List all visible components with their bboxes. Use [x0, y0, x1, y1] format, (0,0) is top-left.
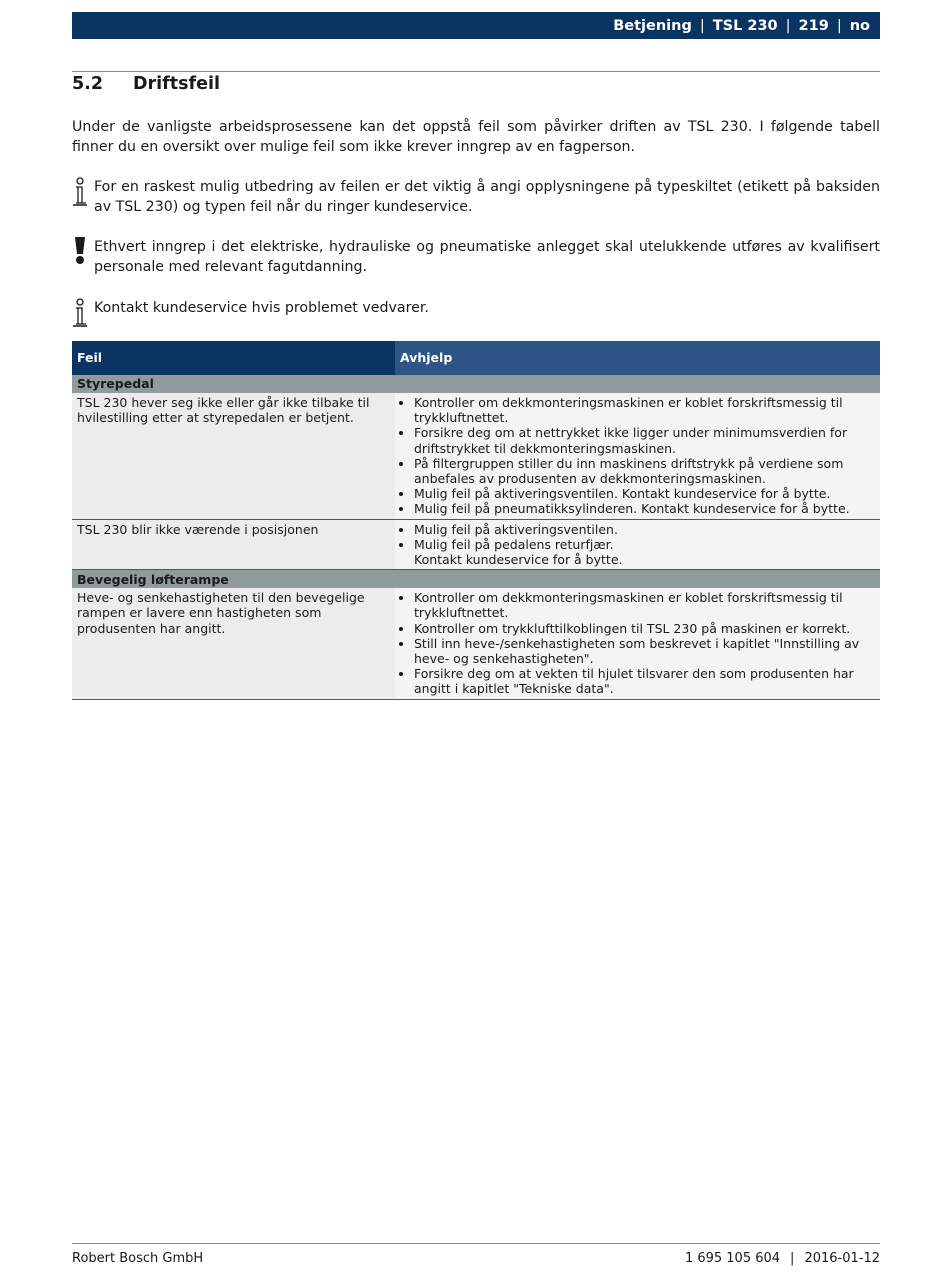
header-page-number: 219 [798, 17, 829, 34]
running-header [72, 12, 880, 39]
remedy-cell [395, 519, 880, 570]
header-separator: | [836, 17, 842, 34]
remedy-item: • Still inn heve-/senkehastigheten som beskrevet i kapitlet "Innstilling av heve- og senkehastigheten". [414, 636, 875, 666]
group-title: Bevegelig løfterampe [72, 570, 880, 589]
footer-rule [72, 1243, 880, 1244]
remedy-item: • Kontroller om dekkmonteringsmaskinen er koblet forskriftsmessig til trykkluftnettet. [414, 590, 875, 620]
group-title: Styrepedal [72, 375, 880, 393]
note-warning [72, 237, 880, 277]
warning-icon [72, 237, 90, 267]
remedy-list [400, 395, 875, 517]
remedy-item: • Forsikre deg om at vekten til hjulet tilsvarer den som produsenten har angitt i kapitlet "Tekniske data". [414, 666, 875, 696]
header-section: Betjening [613, 17, 692, 34]
remedy-item: • Forsikre deg om at nettrykket ikke ligger under minimumsverdien for driftstrykket til dekkmonteringsmaskinen. [414, 425, 875, 455]
footer-doc-number: 1 695 105 604 [684, 1251, 781, 1266]
section-heading [72, 74, 220, 94]
remedy-item: • Mulig feil på aktiveringsventilen. Kontakt kundeservice for å bytte. [414, 486, 875, 501]
header-product: TSL 230 [712, 17, 778, 34]
table-row [72, 393, 880, 519]
footer-separator: | [790, 1251, 795, 1266]
remedy-item: • Mulig feil på pedalens returfjær. [414, 537, 875, 552]
remedy-item: • Mulig feil på aktiveringsventilen. [414, 522, 875, 537]
fault-table [72, 341, 880, 700]
note-text: For en raskest mulig utbedring av feilen er det viktig å angi opplysningene på typeskiltet (etikett på baksiden av TSL 230) og typen feil når du ringer kundeservice. [94, 179, 880, 215]
section-number: 5.2 [72, 74, 104, 94]
column-header-fault: Feil [72, 341, 395, 375]
remedy-cell [395, 393, 880, 519]
remedy-cell [395, 588, 880, 699]
table-row [72, 588, 880, 699]
remedy-item: • Kontroller om dekkmonteringsmaskinen er koblet forskriftsmessig til trykkluftnettet. [414, 395, 875, 425]
footer-company: Robert Bosch GmbH [72, 1251, 204, 1266]
table-group-row [72, 570, 880, 589]
column-header-remedy: Avhjelp [395, 341, 880, 375]
remedy-item: • På filtergruppen stiller du inn maskinens driftstrykk på verdiene som anbefales av produsenten av dekkmonteringsmaskinen. [414, 456, 875, 486]
note-text: Ethvert inngrep i det elektriske, hydrauliske og pneumatiske anlegget skal utelukkende utføres av kvalifisert personale med relevant fagutdanning. [94, 239, 880, 275]
header-separator: | [785, 17, 791, 34]
intro-paragraph: Under de vanligste arbeidsprosessene kan det oppstå feil som påvirker driften av TSL 230. I følgende tabell finner du en oversikt over mulige feil som ikke krever inngrep av en fagperson. [72, 119, 880, 155]
remedy-item: • Kontroller om trykklufttilkoblingen til TSL 230 på maskinen er korrekt. [414, 621, 875, 636]
note-text: Kontakt kundeservice hvis problemet vedvarer. [94, 300, 429, 316]
fault-cell: Heve- og senkehastigheten til den bevegelige rampen er lavere enn hastigheten som produsenten har angitt. [72, 588, 395, 699]
section-title: Driftsfeil [133, 74, 221, 94]
section-rule [72, 71, 880, 72]
remedy-note: Kontakt kundeservice for å bytte. [414, 552, 623, 568]
remedy-item: • Mulig feil på pneumatikksylinderen. Kontakt kundeservice for å bytte. [414, 501, 875, 516]
info-icon [72, 298, 90, 328]
table-group-row [72, 375, 880, 393]
footer-date: 2016-01-12 [804, 1251, 880, 1266]
footer-info [685, 1251, 880, 1266]
fault-cell: TSL 230 hever seg ikke eller går ikke tilbake til hvilestilling etter at styrepedalen er betjent. [72, 393, 395, 519]
note-info-1 [72, 177, 880, 217]
fault-cell: TSL 230 blir ikke værende i posisjonen [72, 519, 395, 570]
note-info-2 [72, 298, 880, 318]
remedy-list [400, 590, 875, 696]
remedy-list [400, 522, 875, 552]
header-language: no [849, 17, 870, 34]
header-separator: | [699, 17, 705, 34]
table-row [72, 519, 880, 570]
info-icon [72, 177, 90, 207]
table-header-row [72, 341, 880, 375]
